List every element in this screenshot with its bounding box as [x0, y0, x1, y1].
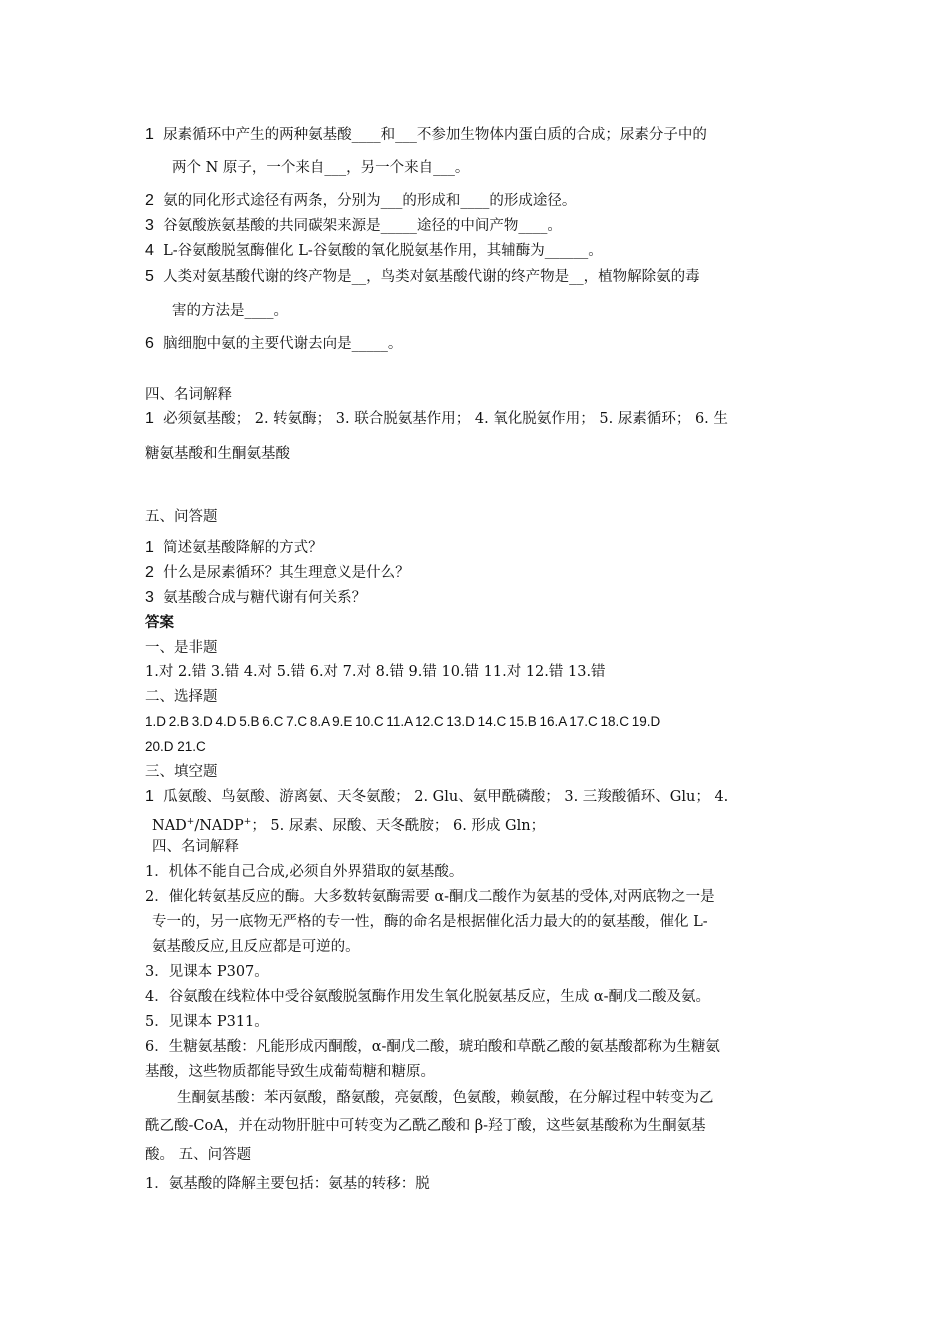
fill-question-5-cont [172, 301, 842, 321]
answers-title: 答案 [145, 614, 174, 631]
answer-term-6-ketogenic-cont: 酰乙酸-CoA，并在动物肝脏中可转变为乙酰乙酸和 β-羟丁酸，这些氨基酸称为生酮氨基 [145, 1118, 706, 1134]
question-number: 6 [145, 335, 154, 352]
fill-question-3 [145, 216, 815, 236]
answers-tf: 1.对 2.错 3.错 4.对 5.错 6.对 7.对 8.错 9.错 10.错 11.对 12.错 13.错 [145, 664, 606, 680]
superscript: + [186, 817, 195, 827]
question-text: 两个 N 原子，一个来自___，另一个来自___。 [172, 160, 470, 176]
answer-term-2: 2．催化转氨基反应的酶。大多数转氨酶需要 α-酮戊二酸作为氨基的受体,对两底物之一是 [145, 889, 715, 905]
fill-question-5 [145, 267, 815, 287]
question-number: 4 [145, 242, 154, 259]
answers-terms-heading: 四、名词解释 [152, 839, 239, 855]
section-heading-terms: 四、名词解释 [145, 387, 232, 403]
answers-fill-line2 [152, 812, 822, 836]
terms-list [145, 409, 815, 429]
qa-question-1 [145, 538, 815, 558]
answer-term-2-cont: 专一的，另一底物无严格的专一性，酶的命名是根据催化活力最大的的氨基酸，催化 L- [152, 914, 708, 930]
answers-mc-line1: 1.D 2.B 3.D 4.D 5.B 6.C 7.C 8.A 9.E 10.C 11.A 12.C 13.D 14.C 15.B 16.A 17.C 18.C 19.D [145, 714, 661, 729]
question-number: 1 [145, 126, 154, 143]
fill-question-6 [145, 334, 815, 354]
fill-question-1-cont [172, 158, 842, 178]
answer-term-6-cont: 基酸，这些物质都能导致生成葡萄糖和糖原。 [145, 1064, 435, 1080]
question-text: 什么是尿素循环？其生理意义是什么？ [163, 565, 410, 581]
fill-question-4 [145, 241, 815, 261]
answer-text: NAD [152, 817, 187, 834]
question-text: 人类对氨基酸代谢的终产物是__，鸟类对氨基酸代谢的终产物是__，植物解除氨的毒 [163, 269, 700, 285]
question-text: 氨基酸合成与糖代谢有何关系？ [163, 590, 367, 606]
answer-text: ； 5. 尿素、尿酸、天冬酰胺； 6. 形成 Gln； [251, 817, 546, 834]
question-number: 5 [145, 268, 154, 285]
terms-text: 必须氨基酸； 2. 转氨酶； 3. 联合脱氨基作用； 4. 氧化脱氨作用； 5. 尿素循环； 6. 生 [163, 411, 728, 427]
question-number: 2 [145, 192, 154, 209]
answers-mc-heading: 二、选择题 [145, 689, 218, 705]
question-text: L-谷氨酸脱氢酶催化 L-谷氨酸的氧化脱氨基作用，其辅酶为______。 [163, 243, 603, 259]
question-number: 2 [145, 564, 154, 581]
question-text: 简述氨基酸降解的方式？ [163, 540, 323, 556]
question-text: 氨的同化形式途径有两条，分别为___的形成和____的形成途径。 [163, 193, 577, 209]
answer-term-5: 5．见课本 P311。 [145, 1014, 269, 1030]
question-text: 害的方法是____。 [172, 303, 288, 319]
answer-term-4: 4．谷氨酸在线粒体中受谷氨酸脱氢酶作用发生氧化脱氨基反应，生成 α-酮戊二酸及氨。 [145, 989, 711, 1005]
answer-qa-1: 1．氨基酸的降解主要包括：氨基的转移：脱 [145, 1176, 430, 1192]
answers-fill-line1 [145, 787, 815, 807]
fill-question-1 [145, 125, 815, 145]
section-heading-qa: 五、问答题 [145, 509, 218, 525]
answer-text: /NADP [194, 817, 244, 834]
answer-term-1: 1．机体不能自己合成,必须自外界猎取的氨基酸。 [145, 864, 464, 880]
question-text: 脑细胞中氨的主要代谢去向是_____。 [163, 336, 403, 352]
terms-list-cont: 糖氨基酸和生酮氨基酸 [145, 446, 290, 462]
question-number: 1 [145, 788, 154, 805]
qa-question-3 [145, 588, 815, 608]
answer-term-6: 6．生糖氨基酸：凡能形成丙酮酸，α-酮戊二酸，琥珀酸和草酰乙酸的氨基酸都称为生糖氨 [145, 1039, 720, 1055]
question-text: 尿素循环中产生的两种氨基酸____和___不参加生物体内蛋白质的合成；尿素分子中的 [163, 127, 707, 143]
qa-question-2 [145, 563, 815, 583]
answer-term-6-ketogenic: 生酮氨基酸：苯丙氨酸，酪氨酸，亮氨酸，色氨酸，赖氨酸，在分解过程中转变为乙 [177, 1090, 714, 1106]
answer-term-2-cont: 氨基酸反应,且反应都是可逆的。 [152, 939, 360, 955]
answer-term-6-ketogenic-end: 酸。 五、问答题 [145, 1147, 252, 1163]
answers-tf-heading: 一、是非题 [145, 640, 218, 656]
question-number: 3 [145, 589, 154, 606]
fill-question-2 [145, 191, 815, 211]
question-number: 1 [145, 410, 154, 427]
question-text: 谷氨酸族氨基酸的共同碳架来源是_____途径的中间产物____。 [163, 218, 562, 234]
answers-fill-heading: 三、填空题 [145, 764, 218, 780]
question-number: 1 [145, 539, 154, 556]
superscript: + [243, 817, 252, 827]
answer-text: 瓜氨酸、鸟氨酸、游离氨、天冬氨酸； 2. Glu、氨甲酰磷酸； 3. 三羧酸循环、Glu； 4. [163, 789, 729, 805]
answers-mc-line2: 20.D 21.C [145, 739, 206, 754]
answer-term-3: 3．见课本 P307。 [145, 964, 269, 980]
question-number: 3 [145, 217, 154, 234]
